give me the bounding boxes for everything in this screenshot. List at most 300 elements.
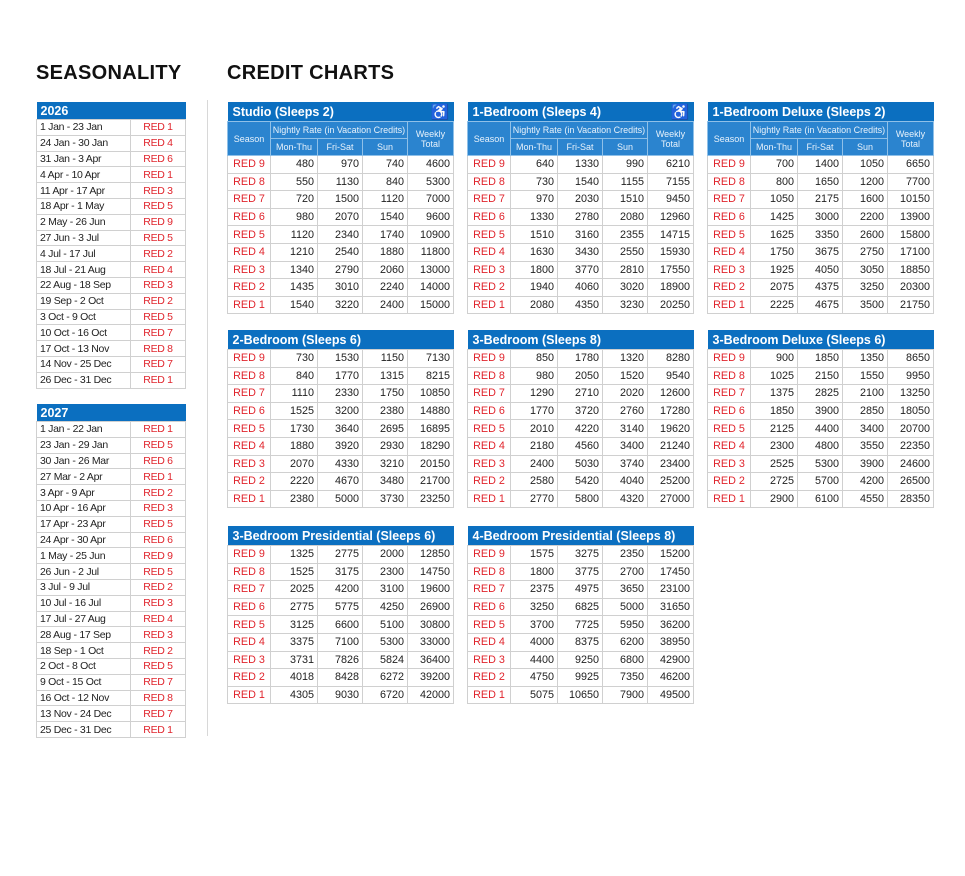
weekly-total-value: 46200 [648,669,694,687]
season-code: RED 7 [468,581,511,599]
chart-title: 2-Bedroom (Sleeps 6) [232,332,362,347]
season-row [37,230,186,246]
sun-value: 1510 [603,191,648,209]
season-code: RED 3 [468,651,511,669]
sun-value: 3020 [603,279,648,297]
season-row [37,469,186,485]
weekly-total-value: 19600 [408,581,454,599]
sun-value: 4250 [363,598,408,616]
season-code: RED 1 [468,686,511,704]
season-row [37,674,186,690]
mon-thu-value: 3700 [511,616,558,634]
sun-value: 1150 [363,350,408,368]
mon-thu-value: 2220 [271,473,318,491]
fri-sat-value: 2780 [558,208,603,226]
weekly-total-value: 49500 [648,686,694,704]
season-code: RED 7 [131,674,186,690]
sun-value: 1050 [843,156,888,174]
mon-thu-value: 1510 [511,226,558,244]
date-range: 10 Apr - 16 Apr [37,500,131,516]
weekly-total-value: 18050 [888,402,934,420]
season-code: RED 7 [228,385,271,403]
fri-sat-value: 3920 [318,437,363,455]
weekly-total-value: 9600 [408,208,454,226]
season-row [37,262,186,278]
weekly-header: Weekly Total [408,122,454,156]
weekly-total-value: 18850 [888,261,934,279]
season-code: RED 2 [708,279,751,297]
season-code: RED 7 [228,581,271,599]
date-range: 3 Oct - 9 Oct [37,309,131,325]
weekly-total-value: 26900 [408,598,454,616]
fri-sat-value: 2150 [798,367,843,385]
mon-thu-value: 4400 [511,651,558,669]
rate-row [468,156,694,174]
weekly-total-value: 42000 [408,686,454,704]
rate-row [708,385,934,403]
weekly-total-value: 8650 [888,350,934,368]
weekly-total-value: 24600 [888,455,934,473]
season-code: RED 1 [131,722,186,738]
season-row [37,293,186,309]
weekly-total-value: 13900 [888,208,934,226]
season-code: RED 6 [228,208,271,226]
fri-sat-value: 10650 [558,686,603,704]
mon-thu-value: 840 [271,367,318,385]
date-range: 14 Nov - 25 Dec [37,356,131,372]
date-range: 30 Jan - 26 Mar [37,453,131,469]
weekly-total-value: 33000 [408,633,454,651]
mon-thu-value: 1575 [511,546,558,564]
fri-sat-value: 7826 [318,651,363,669]
fri-sat-value: 8375 [558,633,603,651]
mon-thu-value: 3125 [271,616,318,634]
fri-sat-value: 5300 [798,455,843,473]
season-row [37,437,186,453]
weekly-total-value: 26500 [888,473,934,491]
sun-value: 3740 [603,455,648,473]
mon-thu-value: 1880 [271,437,318,455]
mon-thu-value: 2125 [751,420,798,438]
season-code: RED 2 [228,279,271,297]
sun-value: 6720 [363,686,408,704]
rate-row [228,279,454,297]
weekly-total-value: 9450 [648,191,694,209]
season-code: RED 1 [131,469,186,485]
credit-chart [467,330,694,508]
season-code: RED 5 [131,516,186,532]
season-code: RED 3 [131,183,186,199]
sun-value: 1320 [603,350,648,368]
season-code: RED 6 [131,532,186,548]
season-code: RED 3 [708,261,751,279]
fri-sat-value: 3775 [558,563,603,581]
sun-value: 4320 [603,490,648,508]
date-range: 10 Oct - 16 Oct [37,325,131,341]
rate-row [468,473,694,491]
season-row [37,548,186,564]
season-row [37,198,186,214]
rate-row [228,581,454,599]
weekly-total-value: 42900 [648,651,694,669]
sun-value: 3250 [843,279,888,297]
rate-row [708,402,934,420]
season-code: RED 9 [131,548,186,564]
fri-sat-value: 2175 [798,191,843,209]
sun-value: 6272 [363,669,408,687]
sun-value: 2550 [603,243,648,261]
date-range: 18 Apr - 1 May [37,198,131,214]
mon-thu-value: 1120 [271,226,318,244]
season-code: RED 9 [708,350,751,368]
mon-thu-value: 1800 [511,261,558,279]
date-range: 16 Oct - 12 Nov [37,690,131,706]
rate-row [228,367,454,385]
season-code: RED 9 [468,156,511,174]
season-code: RED 1 [131,120,186,136]
weekly-total-value: 18900 [648,279,694,297]
season-row [37,643,186,659]
mon-thu-value: 4750 [511,669,558,687]
date-range: 2 May - 26 Jun [37,214,131,230]
sun-value: 3400 [843,420,888,438]
sun-value: 1880 [363,243,408,261]
sun-value: 2400 [363,296,408,314]
season-table-2027 [36,404,186,738]
sun-value: 2080 [603,208,648,226]
sun-value: 5000 [603,598,648,616]
chart-title: 3-Bedroom Deluxe (Sleeps 6) [712,332,886,347]
season-code: RED 8 [708,173,751,191]
date-range: 19 Sep - 2 Oct [37,293,131,309]
rate-row [468,402,694,420]
sun-value: 1315 [363,367,408,385]
fri-sat-value: 2030 [558,191,603,209]
date-range: 4 Jul - 17 Jul [37,246,131,262]
season-code: RED 1 [228,490,271,508]
date-range: 27 Mar - 2 Apr [37,469,131,485]
season-code: RED 2 [228,669,271,687]
mon-thu-header: Mon-Thu [751,139,798,156]
rate-row [228,350,454,368]
season-code: RED 5 [468,226,511,244]
mon-thu-value: 2180 [511,437,558,455]
fri-sat-value: 1530 [318,350,363,368]
season-code: RED 7 [468,385,511,403]
season-table-2026 [36,102,186,389]
fri-sat-header: Fri-Sat [798,139,843,156]
fri-sat-value: 1650 [798,173,843,191]
weekly-total-value: 36400 [408,651,454,669]
mon-thu-value: 1325 [271,546,318,564]
season-code: RED 4 [131,611,186,627]
weekly-total-value: 15200 [648,546,694,564]
weekly-total-value: 10150 [888,191,934,209]
fri-sat-header: Fri-Sat [558,139,603,156]
fri-sat-value: 5420 [558,473,603,491]
date-range: 26 Dec - 31 Dec [37,372,131,388]
date-range: 3 Apr - 9 Apr [37,485,131,501]
fri-sat-value: 3770 [558,261,603,279]
rate-row [468,651,694,669]
season-code: RED 5 [131,198,186,214]
weekly-total-value: 28350 [888,490,934,508]
sun-value: 2810 [603,261,648,279]
sun-value: 1200 [843,173,888,191]
sun-value: 3400 [603,437,648,455]
sun-value: 5824 [363,651,408,669]
mon-thu-value: 3250 [511,598,558,616]
mon-thu-value: 730 [511,173,558,191]
sun-value: 2930 [363,437,408,455]
sun-value: 990 [603,156,648,174]
nightly-header: Nightly Rate (in Vacation Credits) [271,122,408,139]
mon-thu-value: 730 [271,350,318,368]
weekly-total-value: 22350 [888,437,934,455]
season-code: RED 1 [228,296,271,314]
sun-value: 1550 [843,367,888,385]
sun-value: 840 [363,173,408,191]
mon-thu-value: 1290 [511,385,558,403]
rate-row [468,581,694,599]
date-range: 22 Aug - 18 Sep [37,277,131,293]
date-range: 1 Jan - 23 Jan [37,120,131,136]
rate-row [228,173,454,191]
rate-row [468,385,694,403]
sun-value: 1350 [843,350,888,368]
season-row [37,277,186,293]
rate-row [228,261,454,279]
mon-thu-value: 1525 [271,563,318,581]
weekly-total-value: 15000 [408,296,454,314]
season-row [37,579,186,595]
season-row [37,325,186,341]
season-row [37,658,186,674]
date-range: 23 Jan - 29 Jan [37,437,131,453]
rate-row [468,261,694,279]
fri-sat-value: 6600 [318,616,363,634]
fri-sat-value: 4560 [558,437,603,455]
rate-row [228,563,454,581]
season-code: RED 2 [708,473,751,491]
sun-value: 2200 [843,208,888,226]
fri-sat-value: 1540 [558,173,603,191]
mon-thu-value: 970 [511,191,558,209]
weekly-total-value: 27000 [648,490,694,508]
mon-thu-value: 5075 [511,686,558,704]
sun-value: 5950 [603,616,648,634]
sun-header: Sun [363,139,408,156]
rate-row [468,226,694,244]
season-code: RED 7 [708,385,751,403]
wheelchair-icon: ♿ [430,104,450,121]
weekly-header: Weekly Total [648,122,694,156]
fri-sat-value: 4350 [558,296,603,314]
fri-sat-value: 4400 [798,420,843,438]
fri-sat-value: 4050 [798,261,843,279]
season-code: RED 1 [468,296,511,314]
season-row [37,214,186,230]
sun-value: 3480 [363,473,408,491]
fri-sat-value: 6100 [798,490,843,508]
rate-row [468,616,694,634]
sun-value: 1540 [363,208,408,226]
weekly-total-value: 36200 [648,616,694,634]
mon-thu-value: 900 [751,350,798,368]
rate-row [708,490,934,508]
season-header: Season [708,122,751,156]
date-range: 27 Jun - 3 Jul [37,230,131,246]
weekly-total-value: 4600 [408,156,454,174]
sun-value: 1600 [843,191,888,209]
rate-row [708,243,934,261]
rate-row [228,208,454,226]
mon-thu-value: 1340 [271,261,318,279]
fri-sat-value: 5030 [558,455,603,473]
fri-sat-value: 3175 [318,563,363,581]
sun-value: 3550 [843,437,888,455]
rate-row [228,651,454,669]
mon-thu-value: 2070 [271,455,318,473]
rate-row [708,208,934,226]
rate-row [708,191,934,209]
season-code: RED 8 [468,173,511,191]
mon-thu-value: 4018 [271,669,318,687]
weekly-total-value: 9950 [888,367,934,385]
fri-sat-value: 3675 [798,243,843,261]
weekly-total-value: 14880 [408,402,454,420]
season-code: RED 6 [228,598,271,616]
fri-sat-value: 4220 [558,420,603,438]
chart-title: 1-Bedroom (Sleeps 4) [472,104,602,119]
season-code: RED 4 [468,437,511,455]
season-row [37,183,186,199]
fri-sat-value: 1500 [318,191,363,209]
season-code: RED 7 [131,706,186,722]
rate-row [468,191,694,209]
weekly-total-value: 10900 [408,226,454,244]
weekly-total-value: 9540 [648,367,694,385]
rate-row [468,296,694,314]
rate-row [708,437,934,455]
sun-value: 4550 [843,490,888,508]
sun-value: 1740 [363,226,408,244]
credit-chart [707,102,934,314]
season-code: RED 7 [468,191,511,209]
mon-thu-value: 640 [511,156,558,174]
mon-thu-value: 1730 [271,420,318,438]
season-code: RED 1 [131,167,186,183]
season-code: RED 5 [228,226,271,244]
rate-row [468,490,694,508]
rate-row [228,156,454,174]
weekly-total-value: 11800 [408,243,454,261]
mon-thu-value: 2225 [751,296,798,314]
season-code: RED 5 [708,226,751,244]
fri-sat-value: 8428 [318,669,363,687]
date-range: 11 Apr - 17 Apr [37,183,131,199]
rate-row [708,455,934,473]
season-code: RED 2 [131,293,186,309]
mon-thu-value: 800 [751,173,798,191]
weekly-total-value: 12600 [648,385,694,403]
season-code: RED 2 [468,669,511,687]
season-code: RED 9 [708,156,751,174]
rate-row [468,367,694,385]
date-range: 3 Jul - 9 Jul [37,579,131,595]
fri-sat-value: 4200 [318,581,363,599]
sun-value: 6200 [603,633,648,651]
fri-sat-value: 3900 [798,402,843,420]
season-code: RED 1 [468,490,511,508]
weekly-total-value: 14000 [408,279,454,297]
mon-thu-value: 1375 [751,385,798,403]
mon-thu-value: 1025 [751,367,798,385]
credit-charts-heading: CREDIT CHARTS [227,62,395,84]
weekly-total-value: 14715 [648,226,694,244]
sun-value: 2850 [843,402,888,420]
fri-sat-value: 2540 [318,243,363,261]
weekly-total-value: 31650 [648,598,694,616]
rate-row [468,669,694,687]
season-code: RED 8 [468,367,511,385]
chart-title: 4-Bedroom Presidential (Sleeps 8) [472,528,676,543]
season-code: RED 5 [131,309,186,325]
mon-thu-value: 980 [511,367,558,385]
sun-value: 2300 [363,563,408,581]
sun-header: Sun [843,139,888,156]
mon-thu-value: 980 [271,208,318,226]
season-code: RED 1 [131,372,186,388]
rate-row [228,616,454,634]
fri-sat-value: 4800 [798,437,843,455]
mon-thu-value: 2075 [751,279,798,297]
weekly-total-value: 20250 [648,296,694,314]
season-row [37,356,186,372]
date-range: 17 Oct - 13 Nov [37,341,131,357]
sun-value: 3100 [363,581,408,599]
season-code: RED 9 [468,350,511,368]
season-code: RED 5 [131,564,186,580]
season-code: RED 6 [228,402,271,420]
sun-value: 1120 [363,191,408,209]
rate-row [468,350,694,368]
chart-title: Studio (Sleeps 2) [232,104,334,119]
fri-sat-value: 2775 [318,546,363,564]
mon-thu-value: 1850 [751,402,798,420]
season-code: RED 4 [468,633,511,651]
mon-thu-value: 2725 [751,473,798,491]
fri-sat-value: 4060 [558,279,603,297]
fri-sat-value: 6825 [558,598,603,616]
rate-row [228,686,454,704]
season-code: RED 9 [228,156,271,174]
season-code: RED 7 [228,191,271,209]
season-code: RED 7 [708,191,751,209]
season-code: RED 3 [468,261,511,279]
season-code: RED 2 [131,643,186,659]
mon-thu-value: 4305 [271,686,318,704]
mon-thu-value: 1925 [751,261,798,279]
season-code: RED 8 [228,563,271,581]
weekly-total-value: 5300 [408,173,454,191]
season-code: RED 5 [131,437,186,453]
sun-value: 2760 [603,402,648,420]
date-range: 26 Jun - 2 Jul [37,564,131,580]
date-range: 2 Oct - 8 Oct [37,658,131,674]
season-code: RED 3 [228,455,271,473]
rate-row [708,350,934,368]
